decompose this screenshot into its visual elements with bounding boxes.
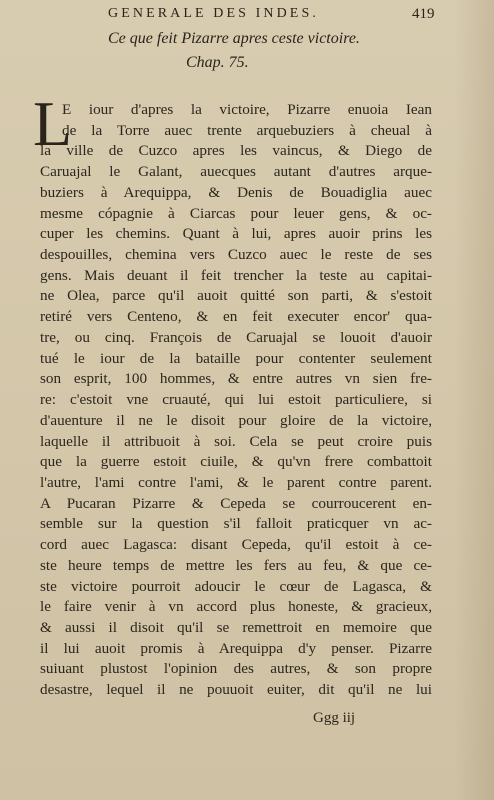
page-edge-shadow xyxy=(454,0,494,800)
text-line: semble sur la question s'il falloit praticquer vn ac- xyxy=(40,515,432,533)
body-text xyxy=(40,100,432,701)
text-line: d'auenture il ne le disoit pour gloire de la victoire, xyxy=(40,411,432,429)
text-line: l'autre, l'ami contre l'ami, & le parent contre parent. xyxy=(40,473,432,491)
running-head: GENERALE DES INDES. xyxy=(108,6,319,21)
text-line: que la guerre estoit ciuile, & qu'vn frere combattoit xyxy=(40,453,432,471)
text-line: & aussi il disoit qu'il se remettroit en memoire que xyxy=(40,618,432,636)
chapter-number: Chap. 75. xyxy=(186,54,249,71)
text-line: ste victoire pourroit adoucir le cœur de Lagasca, & xyxy=(40,577,432,595)
text-line: buziers à Arequippa, & Denis de Bouadiglia auec xyxy=(40,183,432,201)
text-line: tué le iour de la bataille pour contenter seulement xyxy=(40,349,432,367)
text-line: cuper les chemins. Quant à lui, apres auoir prins les xyxy=(40,225,432,243)
text-line: mesme cópagnie à Ciarcas pour leuer gens, & oc- xyxy=(40,204,432,222)
text-line: ne Olea, parce qu'il auoit quitté son parti, & s'estoit xyxy=(40,287,432,305)
text-line: re: c'estoit vne cruauté, qui lui estoit particuliere, si xyxy=(40,391,432,409)
signature-mark: Ggg iij xyxy=(313,710,356,726)
text-line: cord auec Lagasca: disant Cepeda, qu'il estoit à ce- xyxy=(40,536,432,554)
drop-cap: L xyxy=(33,88,73,159)
text-line: retiré vers Centeno, & en feit executer encor' qua- xyxy=(40,308,432,326)
chapter-title: Ce que feit Pizarre apres ceste victoire. xyxy=(108,30,360,47)
text-line: despouilles, chemina vers Cuzco auec le reste de ses xyxy=(40,246,432,264)
text-line: desastre, lequel il ne pouuoit euiter, dit qu'il ne lui xyxy=(40,681,432,699)
text-line: il lui auoit promis à Arequippa d'y penser. Pizarre xyxy=(40,639,432,657)
text-line: gens. Mais deuant il feit trencher la teste au capitai- xyxy=(40,266,432,284)
text-line: de la Torre auec trente arquebuziers à cheual à xyxy=(62,121,432,139)
text-line: A Pucaran Pizarre & Cepeda se courroucerent en- xyxy=(40,494,432,512)
text-line: tre, ou cinq. François de Caruajal se louoit d'auoir xyxy=(40,328,432,346)
page-number: 419 xyxy=(412,6,435,22)
text-line: la ville de Cuzco apres les vaincus, & Diego de xyxy=(40,142,432,160)
text-line: E iour d'apres la victoire, Pizarre enuoia Iean xyxy=(62,101,432,118)
text-line: son esprit, 100 hommes, & entre autres vn sien fre- xyxy=(40,370,432,388)
text-line: suiuant plustost l'opinion des autres, & son propre xyxy=(40,660,432,678)
text-line: Caruajal le Galant, auecques autant d'autres arque- xyxy=(40,163,432,181)
text-line: le faire venir à vn accord plus honeste, & gracieux, xyxy=(40,598,432,616)
text-line: ste heure temps de mettre les fers au feu, & que ce- xyxy=(40,556,432,574)
text-line: laquelle il attribuoit à soi. Cela se peut croire puis xyxy=(40,432,432,450)
